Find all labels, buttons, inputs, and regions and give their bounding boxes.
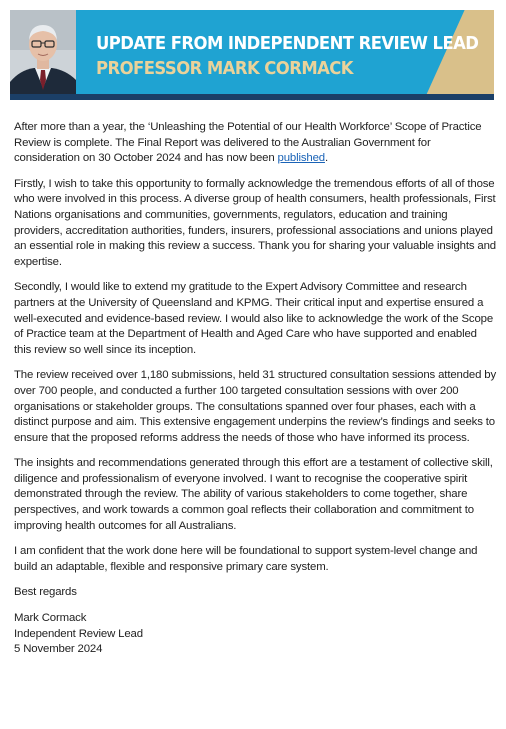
signature-role: Independent Review Lead (14, 627, 143, 640)
intro-text: After more than a year, the ‘Unleashing the Potential of our Health Workforce’ Scope of Practice Review is complete. The Final Report was delivered to the Australian Government for consideration on 30 October 2024 and has now been (14, 121, 482, 165)
header-banner (10, 10, 494, 100)
portrait-illustration (10, 10, 76, 100)
navy-stripe (10, 94, 494, 100)
paragraph-insights: The insights and recommendations generated through this effort are a testament of collective skill, diligence and professionalism of everyone involved. I want to recognise the cooperative spirit demonstrated through the review. The ability of various stakeholders to come together, share perspectives, and work towards a common goal reflects their collaboration and commitment to improving health outcomes for all Australians. (14, 457, 493, 532)
intro-end: . (324, 152, 328, 165)
signature-block (14, 611, 496, 658)
closing-line: Best regards (14, 586, 77, 599)
paragraph-intro (14, 120, 496, 167)
paragraph-acknowledgement: Firstly, I wish to take this opportunity to formally acknowledge the tremendous efforts of all of those who were involved in this process. A diverse group of health consumers, health professionals, First Nations organisations and communities, governments, regulators, education and training providers, accreditation authorities, funders, insurers, professional associations and unions played an essential role in making this review a success. Thank you for sharing your valuable insights and expertise. (14, 177, 496, 268)
signature-name: Mark Cormack (14, 612, 87, 625)
paragraph-confidence: I am confident that the work done here will be foundational to support system-level change and build an adaptable, flexible and responsive primary care system. (14, 545, 478, 573)
letter-body (14, 120, 496, 658)
banner-title: UPDATE FROM INDEPENDENT REVIEW LEAD (96, 34, 479, 54)
published-link[interactable]: published (277, 152, 325, 165)
paragraph-gratitude: Secondly, I would like to extend my gratitude to the Expert Advisory Committee and research partners at the University of Queensland and KPMG. Their critical input and expertise ensured a well-executed and evidence-based review. I would also like to acknowledge the work of the Scope of Practice team at the Department of Health and Aged Care who have supported and enabled this review so well since its inception. (14, 281, 494, 356)
paragraph-consultation: The review received over 1,180 submissions, held 31 structured consultation sessions attended by over 700 people, and conducted a further 100 targeted consultation sessions with over 200 organisations or stakeholder groups. The consultations spanned over four phases, each with a distinct purpose and aim. This extensive engagement underpins the review’s findings and seeks to ensure that the proposed reforms address the needs of those who have informed its process. (14, 369, 496, 444)
gold-accent (424, 10, 494, 100)
signature-date: 5 November 2024 (14, 643, 103, 656)
portrait-photo (10, 10, 76, 100)
banner-subtitle: PROFESSOR MARK CORMACK (96, 59, 354, 79)
